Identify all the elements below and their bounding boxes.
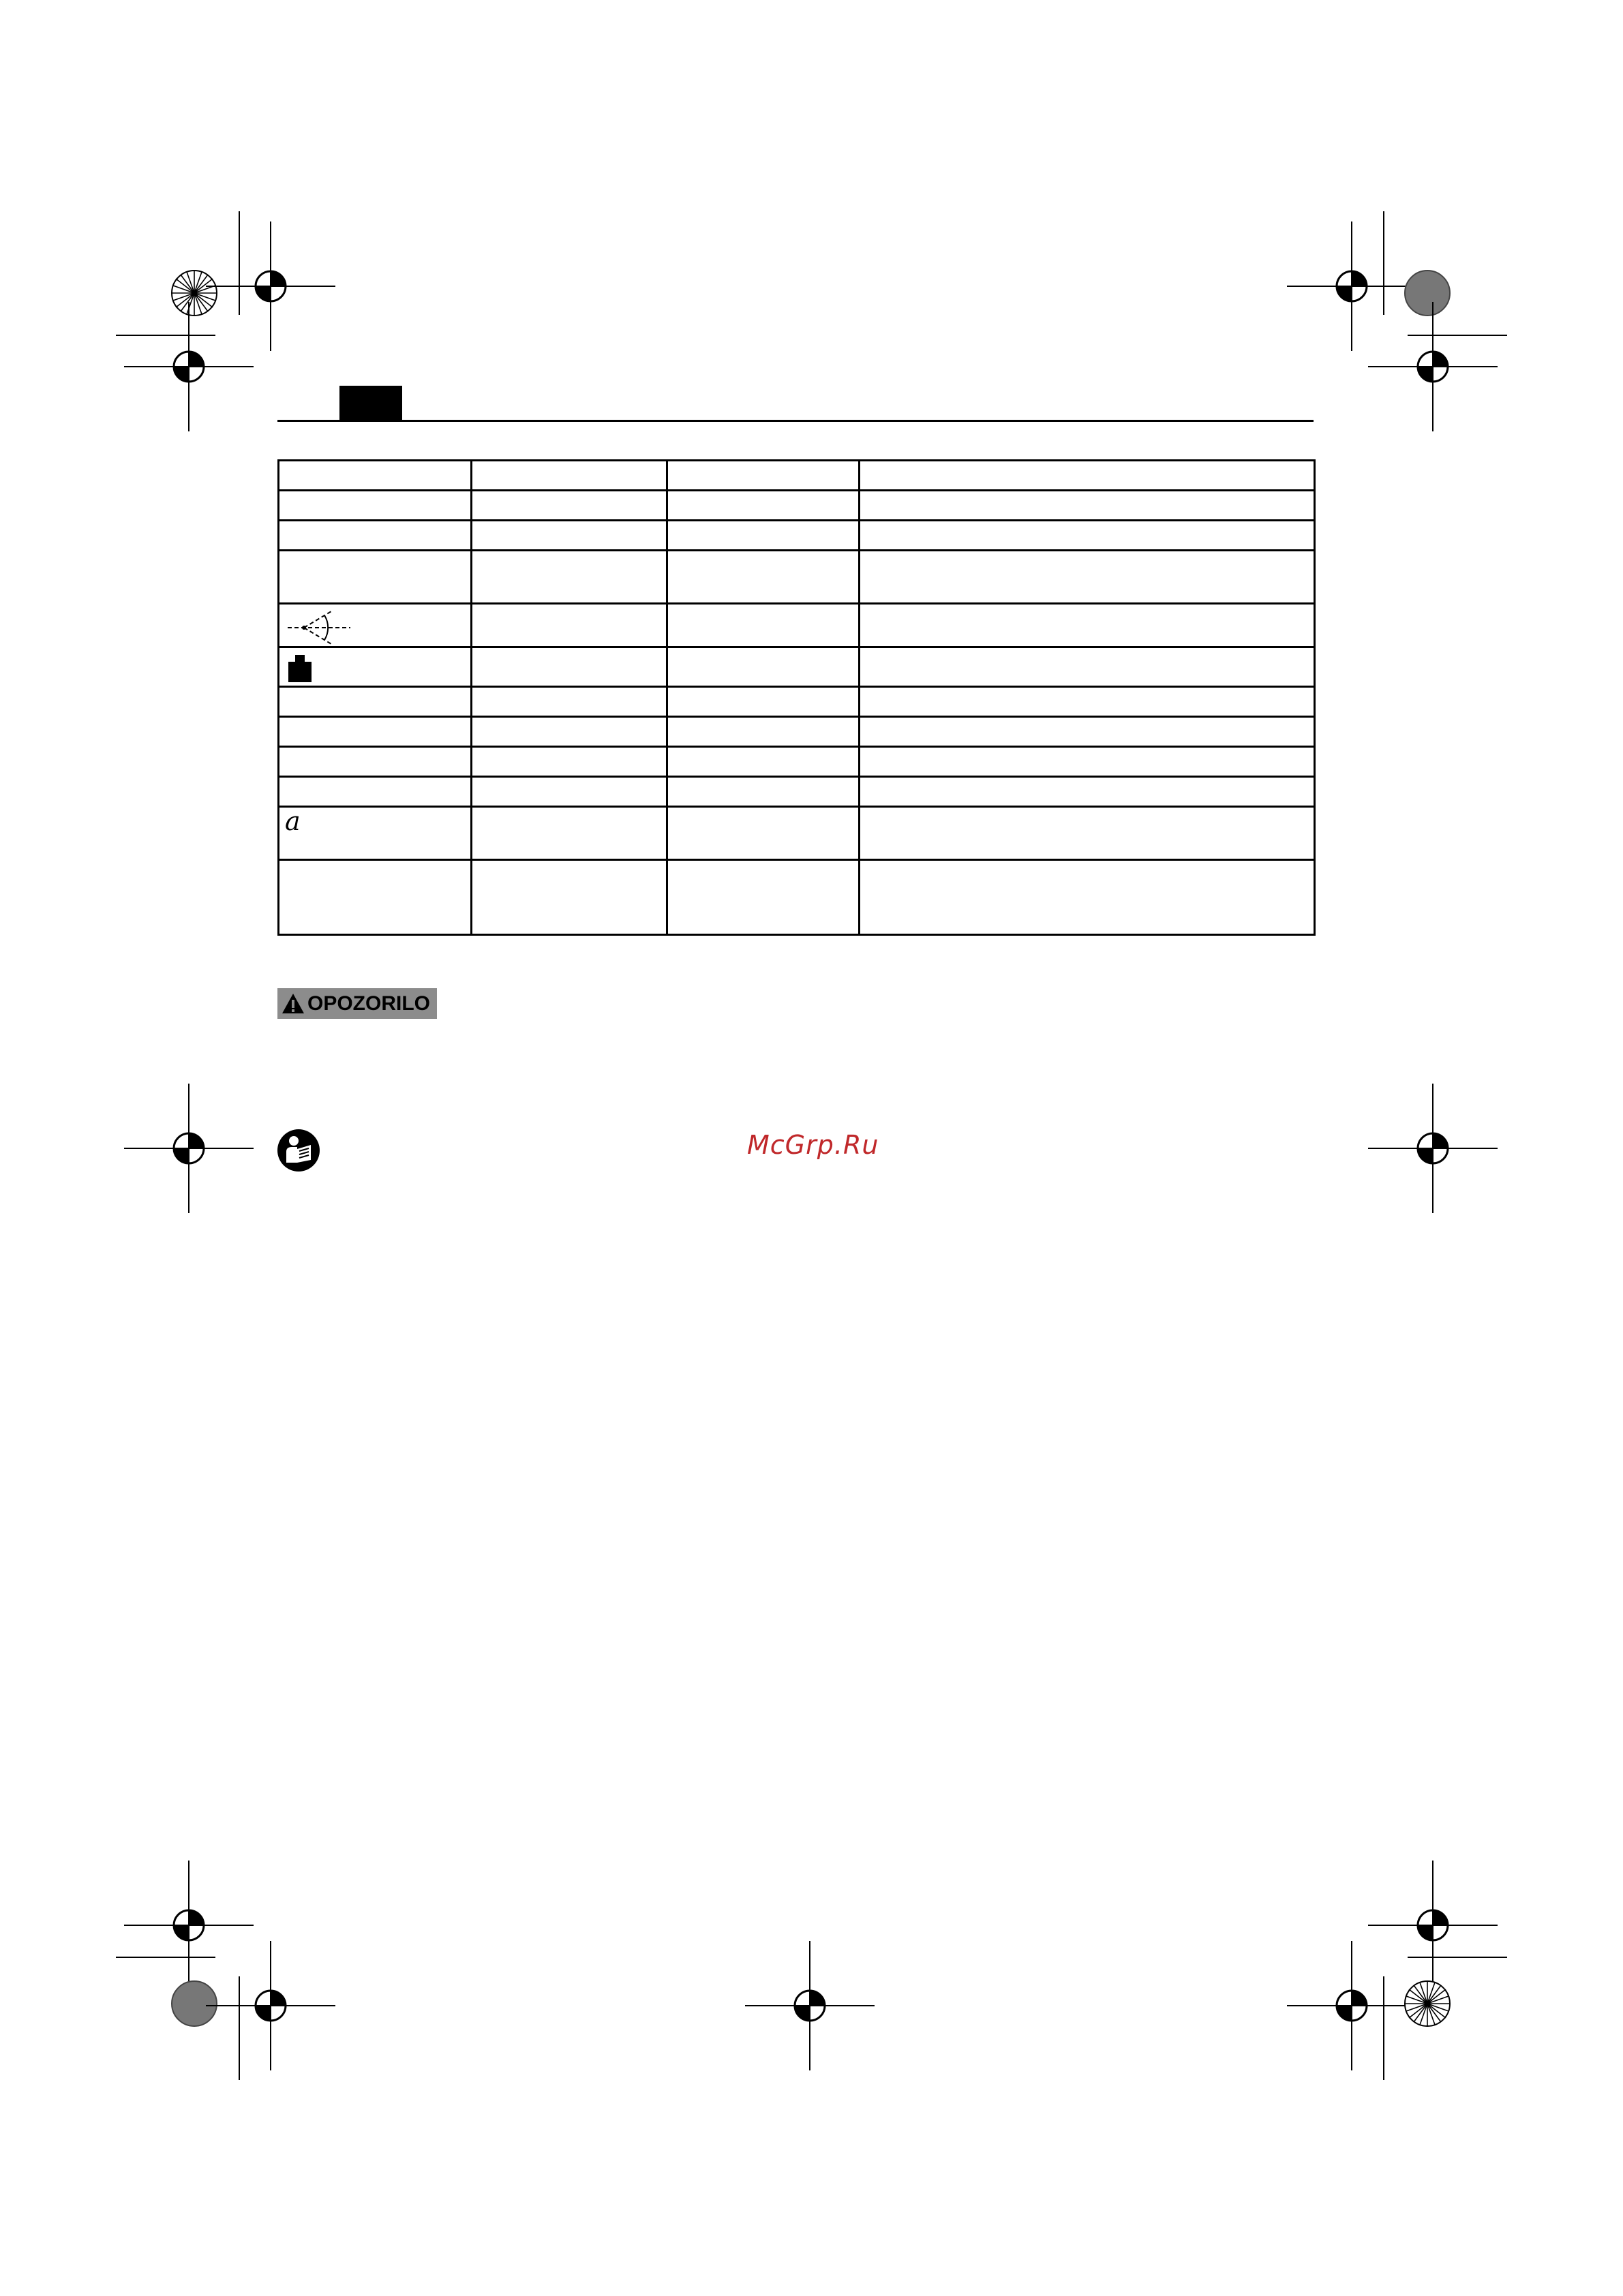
table-cell [472,717,667,747]
table-cell [860,521,1315,551]
table-row [279,687,1315,717]
table-cell [860,461,1315,491]
table-cell [667,604,860,647]
bevel-angle-icon [286,610,352,645]
table-cell [860,687,1315,717]
table-cell [472,551,667,604]
spec-table [277,459,1316,936]
table-cell [472,461,667,491]
table-cell [472,647,667,687]
table-cell [667,747,860,777]
table-cell [667,687,860,717]
table-cell [279,521,472,551]
table-cell [860,747,1315,777]
table-cell [860,807,1315,860]
table-cell [279,551,472,604]
table-row [279,777,1315,807]
table-cell [472,604,667,647]
table-row [279,717,1315,747]
table-cell [860,491,1315,521]
table-row [279,860,1315,935]
table-row [279,647,1315,687]
table-cell [667,860,860,935]
table-cell [472,860,667,935]
table-cell [860,777,1315,807]
warning-badge [277,988,437,1019]
weight-icon [286,654,314,684]
table-cell [860,647,1315,687]
table-cell [279,807,472,860]
table-cell [279,687,472,717]
table-cell [279,461,472,491]
read-manual-icon [277,1129,320,1172]
table-cell [667,647,860,687]
letter-a-symbol: a [285,806,301,836]
table-cell [279,860,472,935]
table-cell [279,604,472,647]
table-cell [279,717,472,747]
table-cell [472,687,667,717]
table-cell [472,491,667,521]
table-cell [279,491,472,521]
table-row [279,551,1315,604]
table-cell [667,717,860,747]
table-cell [472,807,667,860]
table-cell [860,604,1315,647]
table-cell [667,807,860,860]
table-cell [279,747,472,777]
table-row [279,491,1315,521]
table-cell [472,521,667,551]
table-cell [860,860,1315,935]
table-cell [667,777,860,807]
table-cell [667,551,860,604]
table-cell [860,717,1315,747]
table-cell [279,647,472,687]
watermark: McGrp.Ru [747,1130,879,1160]
table-row [279,604,1315,647]
table-cell [667,491,860,521]
table-cell [860,551,1315,604]
header-language-tab [339,386,402,420]
table-row [279,747,1315,777]
warning-label: OPOZORILO [307,992,430,1015]
table-cell [472,777,667,807]
table-cell [667,521,860,551]
table-cell [279,777,472,807]
table-row [279,807,1315,860]
warning-triangle-icon [282,992,305,1015]
table-row [279,461,1315,491]
header-rule [277,420,1314,422]
table-cell [472,747,667,777]
table-cell [667,461,860,491]
table-row [279,521,1315,551]
